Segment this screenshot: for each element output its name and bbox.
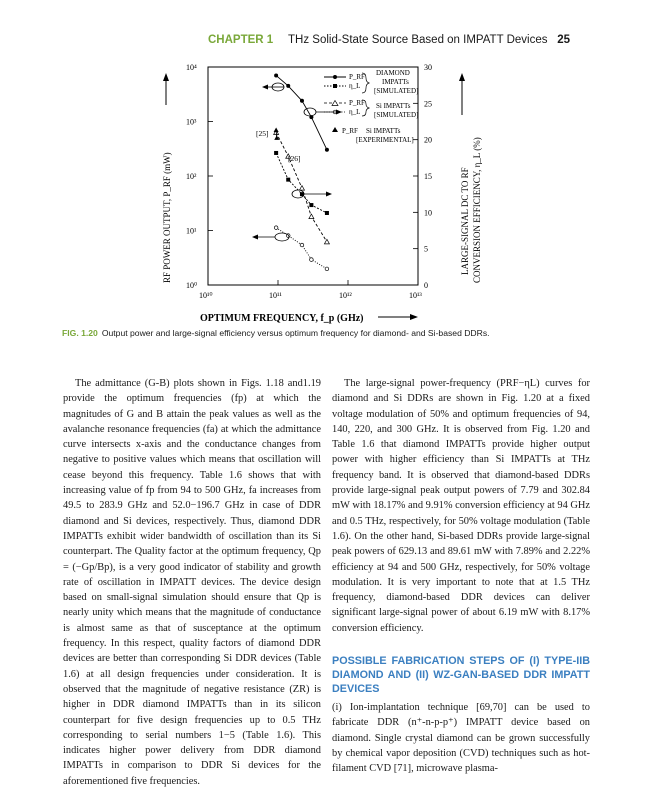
series-line-1 [276, 153, 327, 213]
page-number: 25 [557, 34, 570, 46]
section-paragraph: (i) Ion-implantation technique [69,70] can be used to fabricate DDR (n⁺-n-p-p⁺) IMPATT device based on diamond. Single crystal diamond can be grown successfully by chemical vapor deposition (CVD) techniques such as hot-filament CVD [71], microwave plasma- [332, 702, 590, 775]
section-heading: POSSIBLE FABRICATION STEPS OF (I) TYPE-IIB DIAMOND AND (II) WZ-GAN-BASED DDR IMPATT DEVICES [332, 655, 590, 696]
chapter-title: THz Solid-State Source Based on IMPATT Devices [288, 34, 548, 46]
data-point [286, 84, 290, 88]
figure-caption-text: Output power and large-signal efficiency versus optimum frequency for diamond- and Si-based DDRs. [101, 328, 490, 338]
figure-caption [62, 327, 592, 339]
x-tick-label: 10¹³ [409, 291, 422, 300]
y2-tick-label: 5 [424, 244, 428, 254]
left-axis-label: RF POWER OUTPUT, P_RF (mW) [162, 152, 172, 283]
left-column [63, 376, 321, 789]
legend-marker-diamond-prf [333, 75, 337, 79]
data-point [299, 186, 304, 191]
x-axis-arrowhead [410, 314, 418, 320]
right-axis-label-2: CONVERSION EFFICIENCY, η_L (%) [472, 137, 482, 283]
right-column [332, 376, 590, 777]
ref-25-label: [25] [256, 129, 269, 138]
y-tick-label: 10⁰ [186, 281, 198, 290]
legend-diamond-title-1: DIAMOND [376, 69, 410, 77]
data-point [324, 239, 329, 244]
y-tick-label: 10³ [186, 117, 197, 127]
running-header [196, 34, 576, 50]
left-column-paragraph: The admittance (G-B) plots shown in Figs. 1.18 and1.19 provide the optimum frequencies (fp) at which the magnitudes of G and B attain the peak values as well as the avalanche resonance frequencies (fa) at which the admittance curve intersects x-axis and the conductance changes from negative to positive values which means that oscillation will cease beyond this frequency. Table 1.6 shows that with increasing value of fp from 94 to 500 GHz, fa increases from 49.5 to 283.9 GHz and 52.0−196.7 GHz in case of DDR diamond and Si devices, respectively. Thus, diamond DDR IMPATTs exhibit wider bandwidth of oscillation than its Si counterpart. The Quality factor at the optimum frequency, Qp = (−Gp/Bp), is a very good indicator of stability and growth rate of oscillation in IMPATT devices. The device design based on small-signal simulation should ensure that Qp is nearly unity which means that the magnitude of conductance is almost same as that of susceptance at the optimum frequency. In this respect, quality factors of diamond DDR devices are better than corresponding Si DDR devices (Table 1.6) at all design frequencies under consideration. It is observed that the magnitude of negative resistance (ZR) is higher in DDR diamond IMPATTs than in its silicon counterpart for five design frequencies up to 0.5 THz corresponding to serial numbers 1−5 (Table 1.6). This indicates higher power delivery from DDR diamond IMPATTs in comparison to DDR Si devices for the aforementioned five frequencies. [63, 378, 321, 787]
right-axis-arrowhead [459, 73, 465, 81]
legend-si-prf: P_RF [349, 99, 365, 107]
x-axis-label: OPTIMUM FREQUENCY, f_p (GHz) [200, 313, 364, 324]
plot-frame [208, 67, 418, 285]
right-axis-label-1: LARGE-SIGNAL DC TO RF [460, 167, 470, 275]
legend-marker-exp [332, 127, 338, 132]
legend-diamond-prf: P_RF [349, 73, 365, 81]
y2-tick-label: 30 [424, 63, 432, 72]
legend-diamond-title-3: [SIMULATED] [374, 87, 419, 95]
legend-si-title-2: [SIMULATED] [374, 111, 419, 119]
legend-marker-diamond-eta [333, 84, 337, 88]
y2-tick-label: 10 [424, 208, 432, 218]
power-efficiency-chart [150, 55, 490, 325]
y2-tick-label: 25 [424, 99, 432, 109]
data-point [300, 99, 304, 103]
x-tick-label: 10¹¹ [269, 291, 282, 300]
y-tick-label: 10² [186, 172, 197, 181]
legend-exp-prf: P_RF [342, 127, 358, 135]
data-point [300, 243, 304, 247]
data-point [274, 151, 278, 155]
y2-tick-label: 20 [424, 135, 432, 145]
chapter-label: CHAPTER 1 [208, 34, 274, 46]
data-point [310, 258, 314, 262]
right-column-paragraph: The large-signal power-frequency (PRF−ηL) curves for diamond and Si DDRs are shown in Fig. 1.20 at a fixed voltage modulation of 50% and optimum frequencies of 94, 140, 220, and 300 GHz. It is observed from Fig. 1.20 and Table 1.6 that diamond IMPATTs provide higher output power with higher efficiency than Si IMPATTs at THz frequency band. It is observed that diamond-based DDRs provide large-signal peak output powers of 7.79 and 302.84 mW with 18.17% and 9.91% conversion efficiency at 94 GHz and 0.5 THz, respectively, for 50% voltage modulation (Table 1.6). On the other hand, Si-based DDRs provide large-signal peak powers of 629.13 and 89.61 mW with 7.89% and 2.22% efficiency at 94 and 500 GHz, respectively, for 50% voltage modulation. It is very important to note that at 1.5 THz frequency, diamond-based DDR devices can deliver significant large-signal power of about 6.19 mW with 8.17% conversion efficiency. [332, 378, 590, 634]
legend-exp-title-1: Si IMPATTs [366, 127, 401, 135]
left-axis-arrowhead [163, 73, 169, 81]
data-point [274, 127, 279, 132]
legend-si-title-1: Si IMPATTs [376, 102, 411, 110]
legend-diamond-title-2: IMPATTs [382, 78, 409, 86]
legend [324, 69, 418, 144]
legend-marker-si-prf [332, 101, 338, 106]
legend-si-eta: η_L [349, 108, 361, 116]
ref-26-label: [26] [288, 154, 301, 163]
data-point [309, 203, 313, 207]
data-point [309, 214, 314, 219]
y2-tick-label: 0 [424, 281, 428, 290]
series-line-3 [276, 228, 327, 269]
y2-tick-label: 15 [424, 172, 432, 181]
data-point [325, 148, 329, 152]
y-tick-label: 10¹ [186, 226, 197, 236]
data-point [274, 226, 278, 230]
data-point [274, 73, 278, 77]
legend-exp-title-2: [EXPERIMENTAL] [356, 136, 414, 144]
data-point [325, 211, 329, 215]
data-point [325, 267, 329, 271]
x-tick-label: 10¹² [339, 291, 352, 300]
data-point [286, 178, 290, 182]
figure-caption-label: FIG. 1.20 [62, 328, 98, 338]
x-tick-label: 10¹⁰ [199, 291, 213, 300]
y-tick-label: 10⁴ [186, 63, 197, 72]
legend-diamond-eta: η_L [349, 82, 361, 90]
